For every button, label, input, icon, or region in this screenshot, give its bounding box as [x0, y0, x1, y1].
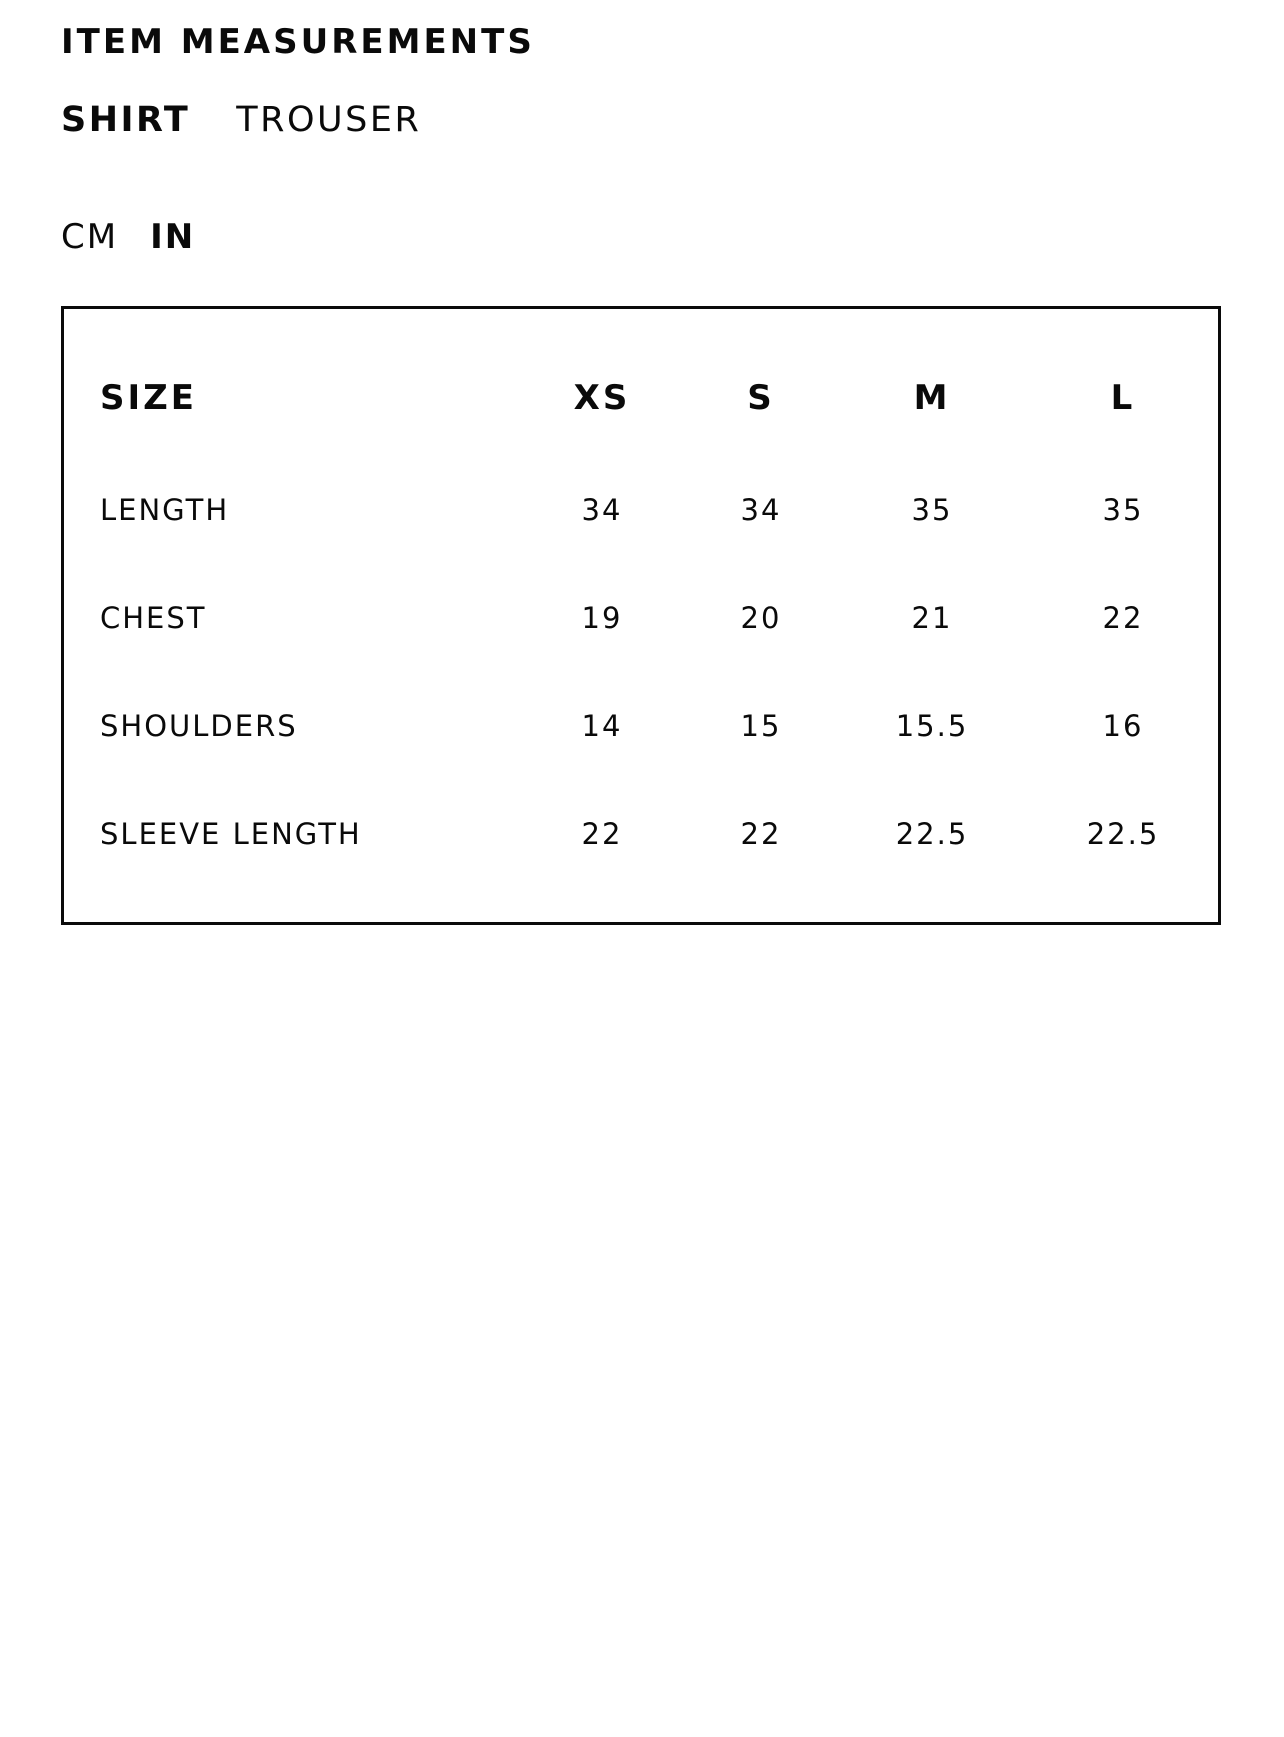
unit-cm-button[interactable]: CM [61, 217, 119, 257]
header-size-l: L [1110, 378, 1136, 418]
row-value: 22 [581, 817, 623, 851]
tab-shirt[interactable]: SHIRT [61, 100, 191, 140]
header-size-s: S [747, 378, 775, 418]
table-row [64, 809, 1218, 859]
tab-trouser[interactable]: TROUSER [236, 100, 422, 140]
row-value: 35 [911, 493, 953, 527]
row-label: SLEEVE LENGTH [100, 817, 362, 851]
row-value: 34 [581, 493, 623, 527]
garment-tabs [61, 100, 421, 140]
row-value: 35 [1102, 493, 1144, 527]
table-row [64, 593, 1218, 643]
row-value: 34 [740, 493, 782, 527]
table-header-row [64, 373, 1218, 423]
row-label: SHOULDERS [100, 709, 298, 743]
row-value: 21 [911, 601, 953, 635]
row-value: 16 [1102, 709, 1144, 743]
header-size-label: SIZE [100, 378, 198, 418]
header-size-xs: XS [573, 378, 631, 418]
row-value: 15.5 [895, 709, 969, 743]
row-value: 15 [740, 709, 782, 743]
row-label: CHEST [100, 601, 207, 635]
row-value: 14 [581, 709, 623, 743]
unit-in-button[interactable]: IN [150, 217, 196, 257]
row-value: 20 [740, 601, 782, 635]
row-label: LENGTH [100, 493, 230, 527]
size-chart-table [61, 306, 1221, 925]
row-value: 22 [740, 817, 782, 851]
row-value: 22 [1102, 601, 1144, 635]
row-value: 22.5 [895, 817, 969, 851]
page-title: ITEM MEASUREMENTS [61, 22, 535, 62]
table-row [64, 701, 1218, 751]
unit-toggle [61, 217, 195, 257]
row-value: 22.5 [1086, 817, 1160, 851]
table-row [64, 485, 1218, 535]
header-size-m: M [913, 378, 951, 418]
row-value: 19 [581, 601, 623, 635]
